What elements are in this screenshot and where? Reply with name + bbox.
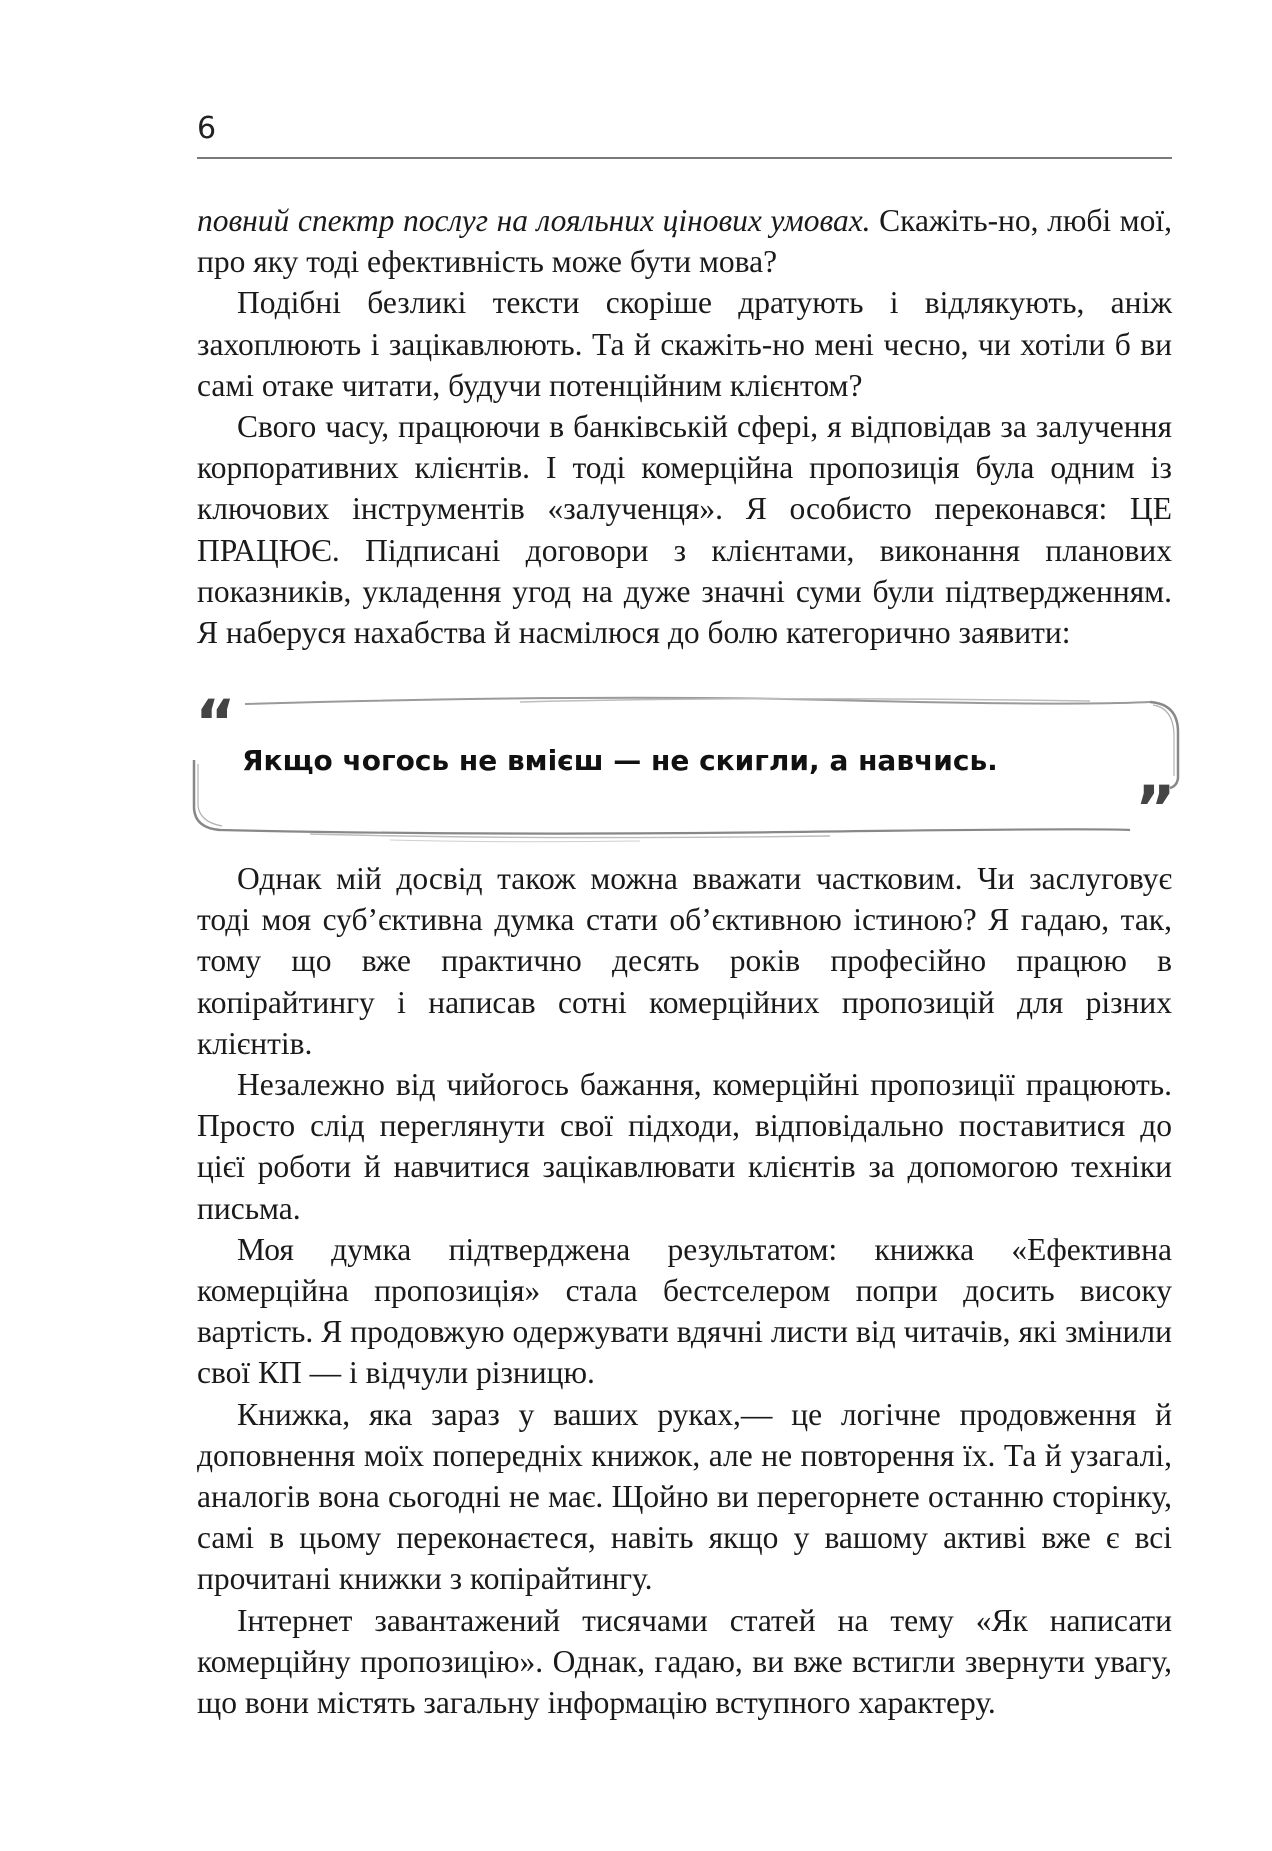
paragraph-text: Скажіть-но, любі мої, про яку тоді ефективність може бути мова? [197,203,1172,280]
close-quote-icon: ” [1135,772,1176,845]
paragraph: Книжка, яка зараз у ваших руках,— це логічне продовження й доповнення моїх попередніх книжок, але не повторення їх. Та й узагалі, аналогів вона сьогодні не має. Щойно ви перегорнете останню сторінку, самі в цьому переконаєтеся, навіть якщо у вашому активі вже є всі прочитані книжки з копірайтингу. [197,1396,1172,1597]
paragraph: Незалежно від чийогось бажання, комерційні пропозиції працюють. Просто слід переглянути свої підходи, відповідально поставитися до цієї роботи й навчитися зацікавлювати клієнтів за допомогою техніки письма. [197,1067,1172,1226]
italic-phrase: повний спектр послуг на лояльних цінових умовах. [197,203,871,238]
body-text-bottom [197,858,1172,1723]
header-rule [197,157,1172,159]
paragraph [197,200,1172,282]
paragraph: Моя думка підтверджена результатом: книжка «Ефективна комерційна пропозиція» стала бестселером попри досить високу вартість. Я продовжую одержувати вдячні листи від читачів, які змінили свої КП — і відчули різницю. [197,1231,1172,1391]
paragraph: Однак мій досвід також можна вважати частковим. Чи заслуговує тоді моя суб’єктивна думка стати об’єктивною істиною? Я гадаю, так, тому що вже практично десять років професійно працюю в копірайтингу і написав сотні комерційних пропозицій для різних клієнтів. [197,861,1172,1061]
page-number: 6 [197,111,217,146]
paragraph: Інтернет завантажений тисячами статей на тему «Як написати комерційну пропозицію». Однак, гадаю, ви вже встигли звернути увагу, що вони містять загальну інформацію вступного характеру. [197,1602,1172,1721]
paragraph: Подібні безликі тексти скоріше дратують і відлякують, аніж захоплюють і зацікавлюють. Та й скажіть-но мені чесно, чи хотіли б ви самі отаке читати, будучи потенційним клієнтом? [197,285,1172,403]
quote-text: Якщо чогось не вмієш — не скигли, а навчись. [242,744,998,777]
body-text-top [197,200,1172,653]
pull-quote [190,686,1180,850]
paragraph: Свого часу, працюючи в банківській сфері, я відповідав за залучення корпоративних клієнтів. І тоді комерційна пропозиція була одним із ключових інструментів «залученця». Я особисто переконався: ЦЕ ПРАЦЮЄ. Підписані договори з клієнтами, виконання планових показників, укладення угод на дуже значні суми були підтвердженням. Я наберуся нахабства й насмілюся до болю категорично заявити: [197,409,1172,651]
open-quote-icon: “ [195,686,236,759]
